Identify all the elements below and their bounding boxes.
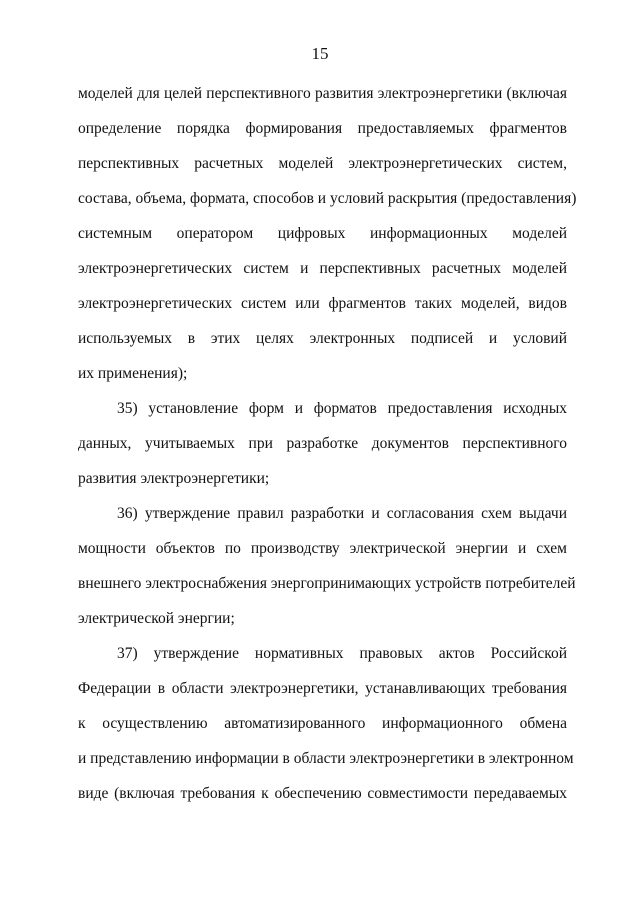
text-line: перспективных расчетных моделей электроэнергетических систем,	[78, 155, 567, 172]
text-line: состава, объема, формата, способов и условий раскрытия (предоставления)	[78, 190, 577, 207]
text-line: электрической энергии;	[78, 610, 235, 627]
text-line: к осуществлению автоматизированного информационного обмена	[78, 715, 567, 732]
paragraph-37-first-line: 37) утверждение нормативных правовых актов Российской	[117, 645, 567, 662]
text-line: мощности объектов по производству электрической энергии и схем	[78, 540, 567, 557]
text-line: Федерации в области электроэнергетики, устанавливающих требования	[78, 680, 567, 697]
text-line: системным оператором цифровых информационных моделей	[78, 225, 567, 242]
text-line: развития электроэнергетики;	[78, 470, 270, 487]
text-line: их применения);	[78, 365, 188, 382]
text-line: моделей для целей перспективного развития электроэнергетики (включая	[78, 85, 567, 102]
paragraph-36-first-line: 36) утверждение правил разработки и согласования схем выдачи	[117, 505, 567, 522]
text-line: электроэнергетических систем и перспективных расчетных моделей	[78, 260, 567, 277]
text-line: данных, учитываемых при разработке документов перспективного	[78, 435, 567, 452]
text-line: используемых в этих целях электронных подписей и условий	[78, 330, 567, 347]
page-number: 15	[311, 44, 329, 63]
text-line: виде (включая требования к обеспечению совместимости передаваемых	[78, 785, 567, 802]
text-line: определение порядка формирования предоставляемых фрагментов	[78, 120, 567, 137]
text-line: и представлению информации в области электроэнергетики в электронном	[78, 750, 574, 767]
paragraph-35-first-line: 35) установление форм и форматов предоставления исходных	[117, 400, 567, 417]
text-line: внешнего электроснабжения энергопринимающих устройств потребителей	[78, 575, 576, 592]
text-line: электроэнергетических систем или фрагментов таких моделей, видов	[78, 295, 567, 312]
